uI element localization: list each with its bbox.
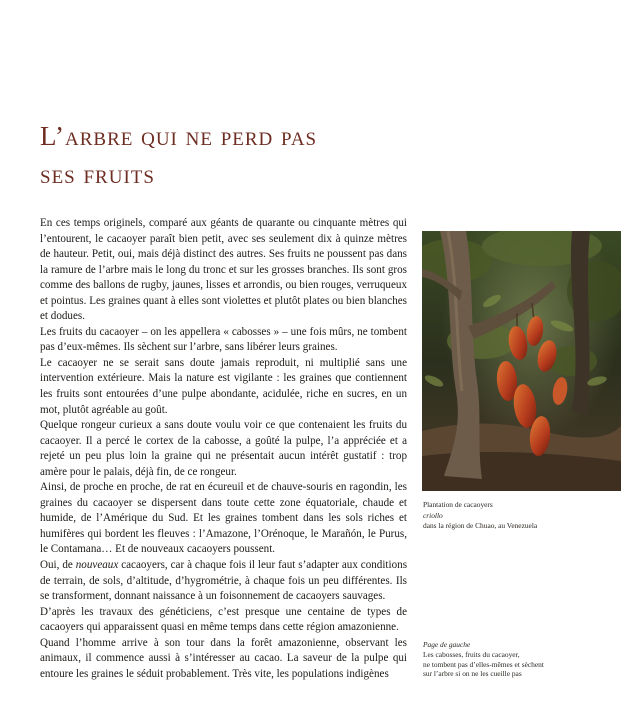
paragraph-text: Quand l’homme arrive à son tour dans la forêt amazonienne, observant les animaux, il commence aussi à s’intéresser au cacao. La saveur de la pulpe qui entoure les graines le séduit probablement. Très vite, les populations indigènes bbox=[40, 636, 407, 680]
photo-caption bbox=[423, 500, 623, 532]
title-line-1: L’arbre qui ne perd pas bbox=[40, 121, 318, 151]
paragraph-text: Le cacaoyer ne se serait sans doute jamais reproduit, ni multiplié sans une intervention extérieure. Mais la nature est vigilante : les graines que contiennent les fruits sont entourées d’une pulpe abondante, acidulée, riche en sucres, en un mot, plutôt agréable au goût. bbox=[40, 356, 407, 416]
paragraph-text: Les fruits du cacaoyer – on les appellera « cabosses » – une fois mûrs, ne tombent pas d’eux-mêmes. Ils sèchent sur l’arbre, sans libérer leurs graines. bbox=[40, 325, 407, 354]
paragraph-text: cacaoyers, car à chaque fois il leur faut s’adapter aux conditions de terrain, de sols, d’altitude, d’hygrométrie, à chaque fois un peu différentes. Ils se transforment, donnant naissance à un foisonnement de cacaoyers sauvages. bbox=[40, 559, 408, 603]
facing-page-caption bbox=[423, 640, 623, 679]
caption-line-1 bbox=[423, 500, 623, 521]
paragraph-text: Oui, de bbox=[40, 559, 76, 572]
caption-text: Plantation de cacaoyers bbox=[423, 500, 493, 509]
caption-italic: criollo bbox=[423, 510, 443, 520]
paragraph bbox=[40, 605, 407, 636]
caption-line-1: Les cabosses, fruits du cacaoyer, bbox=[423, 649, 520, 659]
cacao-photo-illustration bbox=[422, 231, 621, 491]
paragraph-text: Ainsi, de proche en proche, de rat en écureuil et de chauve-souris en ragondin, les graines du cacaoyer se dispersent dans toute cette zone équatoriale, chaude et humide, de l’Amérique du Sud. Et les graines tombent dans les sols riches et humifères qui bordent les fleuves : l’Amazone, l’Orénoque, le Marañón, le Purus, le Contamana… Et de nouveaux cacaoyers poussent. bbox=[40, 481, 407, 556]
paragraph bbox=[40, 418, 407, 480]
paragraph bbox=[40, 558, 407, 605]
emphasis-text: nouveaux bbox=[75, 559, 119, 572]
paragraph bbox=[40, 325, 407, 356]
caption-line-2: ne tombent pas d’elles-mêmes et sèchent bbox=[423, 659, 544, 669]
caption-line-3: sur l’arbre si on ne les cueille pas bbox=[423, 669, 522, 679]
cacao-tree-photo bbox=[422, 231, 621, 491]
paragraph-text: En ces temps originels, comparé aux géants de quarante ou cinquante mètres qui l’entourent, le cacaoyer paraît bien petit, avec ses seulement dix à quinze mètres de hauteur. Petit, oui, mais déjà distinct des autres. Ses fruits ne poussent pas dans la ramure de l’arbre mais le long du tronc et sur les grosses branches. Ils sont gros comme des ballons de rugby, jaunes, lisses et arrondis, ou bien rouges, verruqueux et pointus. Les graines quant à elles sont violettes et plutôt plates ou bien blanches et dodues. bbox=[40, 217, 407, 323]
paragraph bbox=[40, 636, 407, 683]
paragraph bbox=[40, 480, 407, 558]
paragraph-text: D’après les travaux des généticiens, c’est presque une centaine de types de cacaoyers qui apparaissent quasi en même temps dans cette région amazonienne. bbox=[40, 605, 407, 634]
caption-heading bbox=[423, 640, 623, 650]
caption-line-2: dans la région de Chuao, au Venezuela bbox=[423, 521, 538, 530]
article-body bbox=[40, 216, 407, 682]
paragraph-text: Quelque rongeur curieux a sans doute voulu voir ce que contenaient les fruits du cacaoyer. Il a percé le cortex de la cabosse, a goûté la pulpe, l’a appréciée et a rejeté un peu plus loin la graine qui ne présentait aucun intérêt gustatif : trop amère pour le palais, déjà fin, de ce rongeur. bbox=[40, 419, 407, 478]
caption-heading-text: Page de gauche bbox=[423, 640, 471, 649]
paragraph bbox=[40, 216, 407, 325]
title-line-2: ses fruits bbox=[40, 159, 155, 189]
paragraph bbox=[40, 356, 407, 418]
page-title bbox=[40, 117, 580, 193]
